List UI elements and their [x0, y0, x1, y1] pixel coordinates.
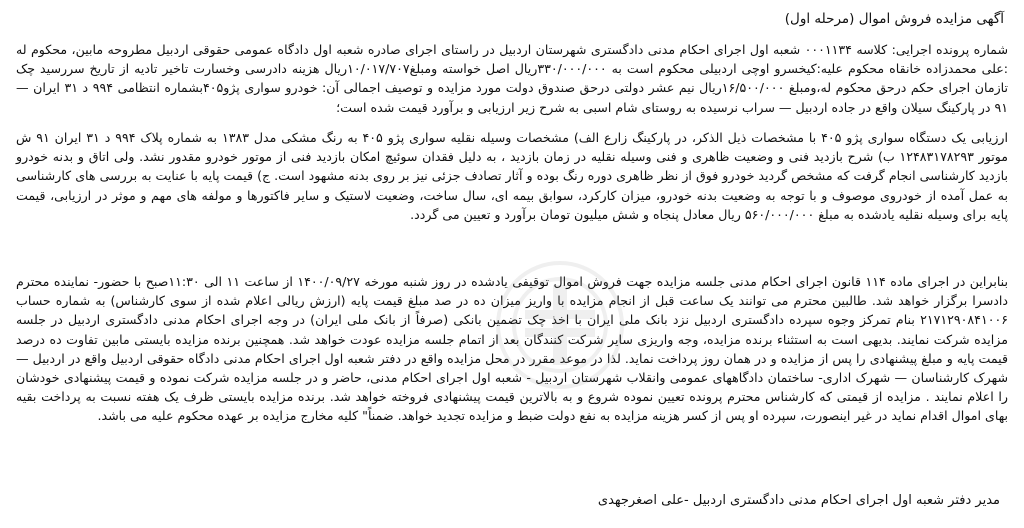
signature-line: مدیر دفتر شعبه اول اجرای احکام مدنی دادگستری اردبیل -علی اصغرجهدی — [597, 493, 1000, 508]
auction-terms-paragraph: بنابراین در اجرای ماده ۱۱۴ قانون اجرای احکام مدنی جلسه مزایده جهت فروش اموال توقیفی یادشده در روز شنبه مورخه ۱۴۰۰/۰۹/۲۷ از ساعت ۱۱ الی ۱۱:۳۰صبح با حضور- نماینده محترم دادسرا برگزار خواهد شد. طالبین محترم می توانند یک ساعت قبل از انجام مزایده با واریز میزان ده در صد مبلغ قیمت پایه (ارزش ریالی اعلام شده از سوی کارشناس) به شماره حساب ۲۱۷۱۲۹۰۸۴۱۰۰۶ بنام تمرکز وجوه سپرده دادگستری اردبیل نزد بانک ملی ایران با اخذ چک تضمین بانکی (صرفاً از بانک ملی ایران) در وجه اجرای احکام مدنی دادگستری اردبیل در جلسه مزایده شرکت نمایند. بدیهی است به استثناء برنده مزایده، وجه واریزی سایر شرکت کنندگان بعد از اتمام جلسه مزایده عودت خواهد شد. همچنین برنده مزایده بایستی مابین تفاوت ده درصد قیمت پایه و مبلغ پیشنهادی را پس از مزایده و در همان روز پرداخت نماید. لذا در موعد مقرر در محل مزایده واقع در دفتر شعبه اول اجرای احکام مدنی دادگاه حقوقی اردبیل واقع در اردبیل — شهرک کارشناسان — شهرک اداری- ساختمان دادگاههای عمومی وانقلاب شهرستان اردبیل - شعبه اول اجرای احکام مدنی، حاضر و در جلسه مزایده شرکت نموده و قیمت پیشنهادی خودشان را اعلام نمایند . مزایده از قیمتی که کارشناس محترم پرونده تعیین نموده شروع و به بالاترین قیمت پیشنهادی فروخته خواهد شد. برنده مزایده بایستی ظرف یک هفته نسبت به پرداخت بقیه بهای اموال اقدام نماید در غیر اینصورت، سپرده او پس از کسر هزینه مزایده به نفع دولت ضبط و مزایده تجدید خواهد. ضمناً" کلیه مخارج مزایده بر عهده محکوم علیه می باشد. — [16, 274, 1008, 424]
notice-title: آگهی مزایده فروش اموال (مرحله اول) — [784, 11, 1004, 27]
vehicle-appraisal-paragraph: ارزیابی یک دستگاه سواری پژو ۴۰۵ با مشخصات ذیل الذکر، در پارکینگ زارع الف) مشخصات وسیله نقلیه سواری پژو ۴۰۵ به رنگ مشکی مدل ۱۳۸۳ به شماره پلاک ۹۹۴ د ۳۱ ایران ۹۱ ش موتور ۱۲۴۸۳۱۷۸۲۹۳ ب) شرح بازدید فنی و وضعیت ظاهری و فنی وسیله نقلیه در زمان بازدید ، به دلیل فقدان سوئیچ امکان بازدید فنی از موتور خودرو مقدور نشد. ولی اتاق و بدنه خودرو بازدید کارشناسی انجام گرفت که مشخص گردید خودرو فوق از نظر ظاهری دوره رنگ بوده و آثار تصادف جزئی نیز بر روی بدنه مشهود است. ج) قیمت پایه با عنایت به بررسی های کارشناسی به عمل آمده از خودروی موصوف و با توجه به وضعیت بدنه خودرو، میزان کارکرد، سوابق بیمه ای، سال ساخت، وضعیت لاستیک و سایر فاکتورها و مولفه های مهم و موثر در ارزیابی، قیمت پایه برای وسیله نقلیه یادشده به مبلغ ۵۶۰/۰۰۰/۰۰۰ ریال معادل پنجاه و شش میلیون تومان برآورد و تعیین می گردد. — [16, 130, 1008, 222]
case-details-paragraph: شماره پرونده اجرایی: کلاسه ۰۰۰۱۱۳۴ شعبه اول اجرای احکام مدنی دادگستری شهرستان اردبیل در راستای اجرای صادره شعبه اول دادگاه عمومی حقوقی اردبیل مطروحه مابین، محکوم له :علی محمدزاده خانقاه محکوم علیه:کیخسرو اوچی اردبیلی محکوم است به ۳۳۰/۰۰۰/۰۰۰ریال اصل خواسته ومبلغ۱۰/۰۱۷/۷۰۷ریال هزینه دادرسی وخسارت تاخیر تادیه از تاریخ سررسید چک تازمان اجرای حکم درحق محکوم له،ومبلغ ۱۶/۵۰۰/۰۰۰ریال نیم عشر دولتی درحق صندوق دولت مورد مزایده و توصیف اجمالی آن: خودرو سواری پژو۴۰۵بشماره انتظامی ۹۹۴ د ۳۱ ایران — ۹۱ در پارکینگ سیلان واقع در جاده اردبیل — سراب نرسیده به روستای شام اسبی به شرح زیر ارزیابی و برآورد قیمت شده است؛ — [16, 42, 1009, 115]
auction-notice-document — [8, 0, 1016, 528]
